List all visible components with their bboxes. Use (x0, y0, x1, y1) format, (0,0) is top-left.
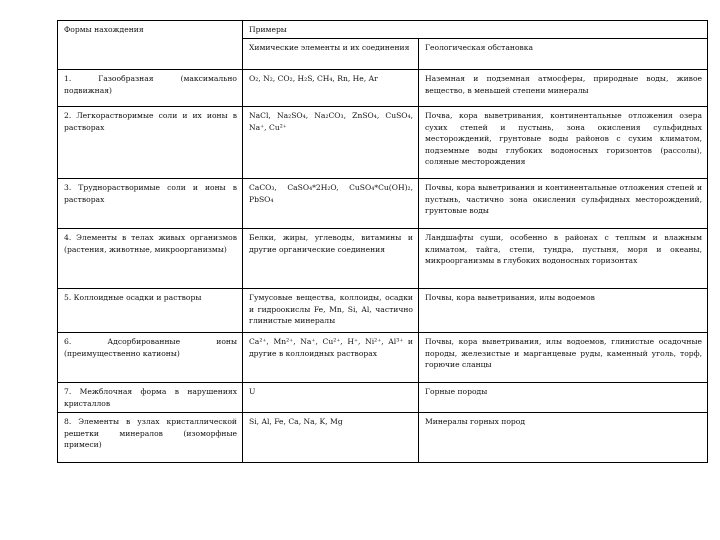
elements-cell: Гумусовые вещества, коллоиды, осадки и гидроокислы Fe, Mn, Si, Al, частично глинистые минералы (243, 289, 419, 333)
setting-cell: Наземная и подземная атмосферы, природные воды, живое вещество, в меньшей степени минералы (419, 70, 708, 107)
table-row (58, 333, 708, 383)
header-setting: Геологическая обстановка (419, 39, 708, 70)
setting-cell: Почвы, кора выветривания, илы водоемов (419, 289, 708, 333)
elements-cell: Si, Al, Fe, Ca, Na, K, Mg (243, 413, 419, 463)
table-row (58, 107, 708, 179)
setting-cell: Горные породы (419, 383, 708, 413)
table-row (58, 289, 708, 333)
elements-cell: Ca²⁺, Mn²⁺, Na⁺, Cu²⁺, H⁺, Ni²⁺, Al³⁺ и другие в коллоидных растворах (243, 333, 419, 383)
setting-cell: Почвы, кора выветривания, илы водоемов, глинистые осадочные породы, железистые и марганцевые руды, каменный уголь, торф, горючие сланцы (419, 333, 708, 383)
header-row-1 (58, 21, 708, 39)
elements-cell: NaCl, Na₂SO₄, Na₂CO₃, ZnSO₄, CuSO₄, Na⁺, Cu²⁺ (243, 107, 419, 179)
form-cell: 6. Адсорбированные ионы (преимущественно катионы) (58, 333, 243, 383)
form-cell: 3. Труднорастворимые соли и ионы в растворах (58, 179, 243, 229)
setting-cell: Ландшафты суши, особенно в районах с теплым и влажным климатом, тайга, степи, тундра, пустыня, моря и океаны, микроорганизмы в глубоких водоносных горизонтах (419, 229, 708, 289)
setting-cell: Почва, кора выветривания, континентальные отложения озера сухих степей и пустынь, зона окисления сульфидных месторождений, грунтовые воды районов с сухим климатом, подземные воды глубоких водоносных горизонтов (рассолы), соляные месторождения (419, 107, 708, 179)
form-cell: 7. Межблочная форма в нарушениях кристаллов (58, 383, 243, 413)
form-cell: 2. Легкорастворимые соли и их ионы в растворах (58, 107, 243, 179)
elements-cell: U (243, 383, 419, 413)
elements-cell: CaCO₃, CaSO₄*2H₂O, CuSO₄*Cu(OH)₂, PbSO₄ (243, 179, 419, 229)
forms-of-occurrence-table (57, 20, 708, 463)
form-cell: 8. Элементы в узлах кристаллической решетки минералов (изоморфные примеси) (58, 413, 243, 463)
form-cell: 1. Газообразная (максимально подвижная) (58, 70, 243, 107)
header-examples: Примеры (243, 21, 708, 39)
table-row (58, 413, 708, 463)
elements-cell: O₂, N₂, CO₂, H₂S, CH₄, Rn, He, Ar (243, 70, 419, 107)
table-row (58, 229, 708, 289)
table-row (58, 179, 708, 229)
header-forms: Формы нахождения (58, 21, 243, 70)
setting-cell: Почвы, кора выветривания и континентальные отложения степей и пустынь, частично зона окисления сульфидных месторождений, грунтовые воды (419, 179, 708, 229)
setting-cell: Минералы горных пород (419, 413, 708, 463)
table-row (58, 383, 708, 413)
table-row (58, 70, 708, 107)
header-elements: Химические элементы и их соединения (243, 39, 419, 70)
elements-cell: Белки, жиры, углеводы, витамины и другие органические соединения (243, 229, 419, 289)
form-cell: 5. Коллоидные осадки и растворы (58, 289, 243, 333)
form-cell: 4. Элементы в телах живых организмов (растения, животные, микроорганизмы) (58, 229, 243, 289)
